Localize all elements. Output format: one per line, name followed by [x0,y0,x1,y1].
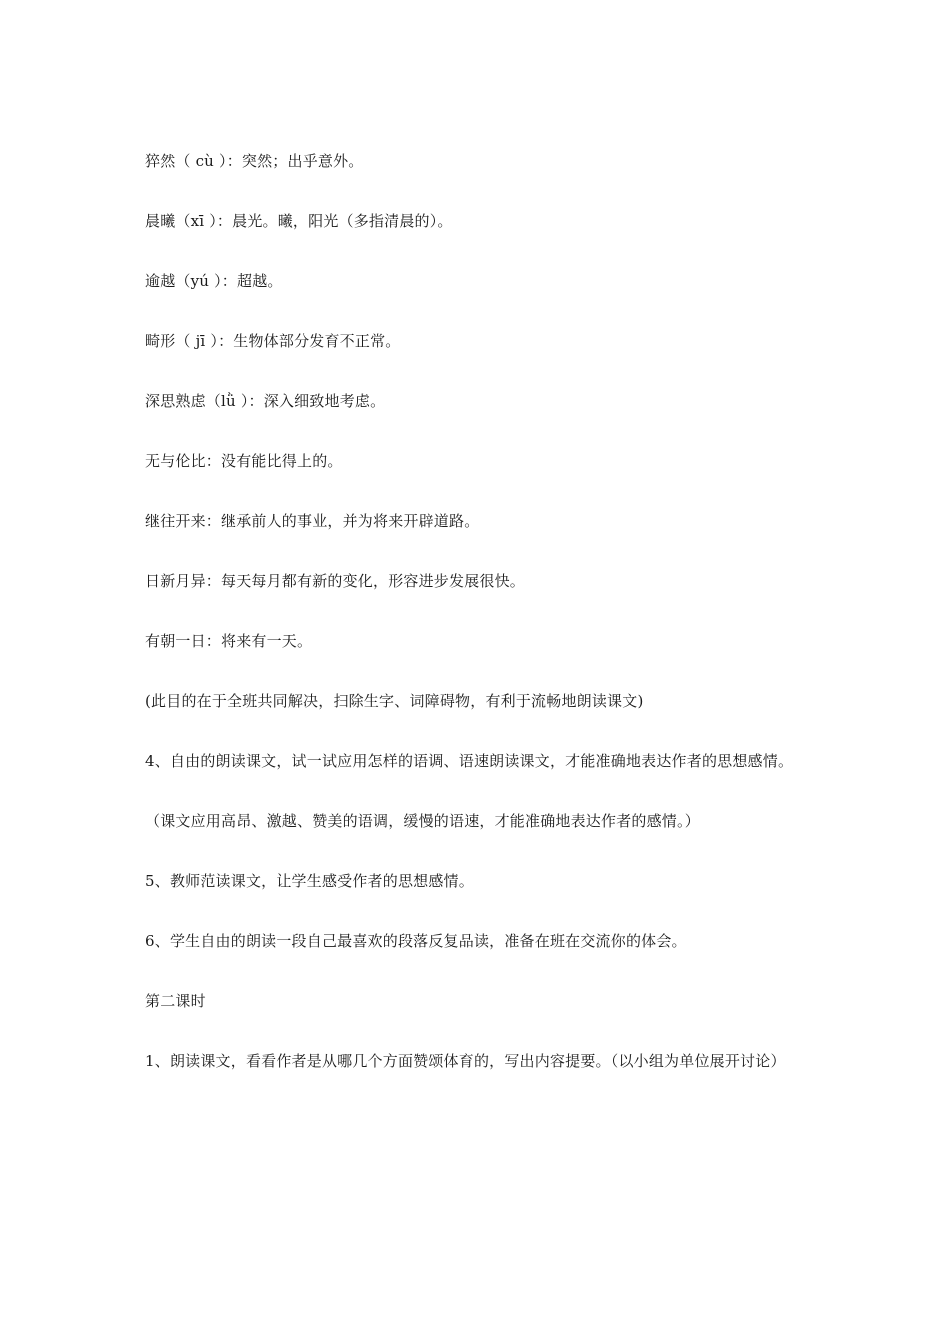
step-6: 6、学生自由的朗读一段自己最喜欢的段落反复品读，准备在班在交流你的体会。 [145,932,687,950]
lesson2-step-1: 1、朗读课文，看看作者是从哪几个方面赞颂体育的，写出内容提要。（以小组为单位展开讨论） [145,1052,786,1070]
vocab-ji-wang-kai-lai: 继往开来：继承前人的事业，并为将来开辟道路。 [145,512,480,530]
vocab-wu-yu-lun-bi: 无与伦比：没有能比得上的。 [145,452,343,470]
step-4-note: （课文应用高昂、激越、赞美的语调，缓慢的语速，才能准确地表达作者的感情。） [145,812,700,830]
purpose-note: (此目的在于全班共同解决，扫除生字、词障碍物，有利于流畅地朗读课文) [145,692,644,710]
vocab-you-zhao-yi-ri: 有朝一日：将来有一天。 [145,632,313,650]
step-4: 4、自由的朗读课文，试一试应用怎样的语调、语速朗读课文，才能准确地表达作者的思想感情。 [145,752,794,770]
vocab-shen-si-shu-lv: 深思熟虑（lǜ ）：深入细致地考虑。 [145,392,386,410]
section-heading-second-lesson: 第二课时 [145,992,206,1010]
vocab-cu-ran: 猝然（ cù ）：突然；出乎意外。 [145,152,364,170]
document-body [145,146,815,1106]
vocab-ji-xing: 畸形（ jī ）：生物体部分发育不正常。 [145,332,401,350]
vocab-chen-xi: 晨曦（xī ）：晨光。曦，阳光（多指清晨的）。 [145,212,453,230]
step-5: 5、教师范读课文，让学生感受作者的思想感情。 [145,872,474,890]
vocab-ri-xin-yue-yi: 日新月异：每天每月都有新的变化，形容进步发展很快。 [145,572,526,590]
vocab-yu-yue: 逾越（yú ）：超越。 [145,272,283,290]
